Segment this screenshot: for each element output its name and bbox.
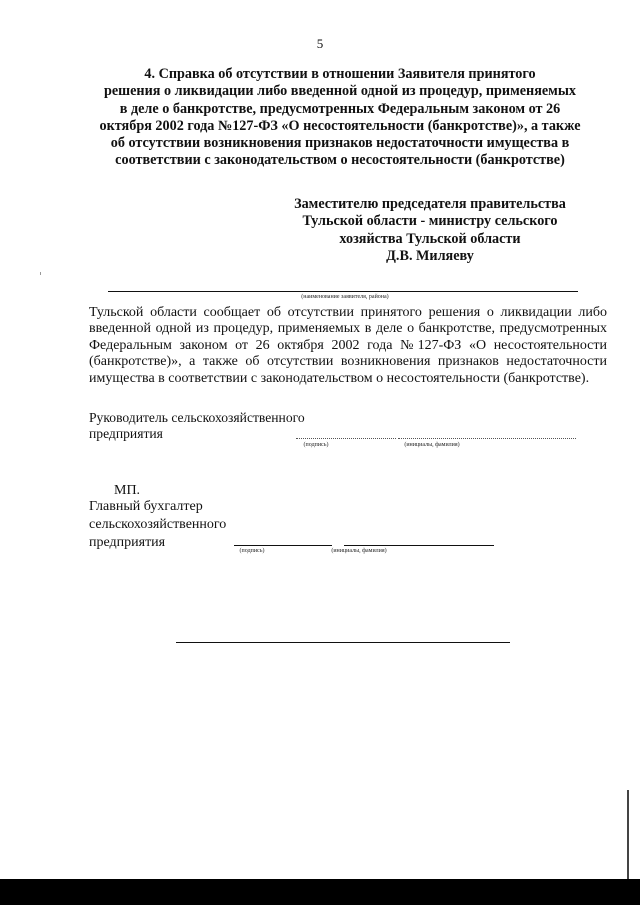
accountant-title-line: сельскохозяйственного bbox=[89, 517, 227, 533]
accountant-title bbox=[89, 498, 226, 553]
accountant-title-line: Главный бухгалтер bbox=[89, 499, 203, 514]
heading-line: об отсутствии возникновения признаков недостаточности имущества в bbox=[110, 135, 570, 152]
head-name-line bbox=[398, 438, 576, 439]
head-signature-line bbox=[296, 438, 396, 439]
applicant-caption: (наименование заявителя, района) bbox=[301, 294, 389, 300]
scan-streak bbox=[627, 790, 629, 879]
body-paragraph: Тульской области сообщает об отсутствии принятого решения о ликвидации либо введенной одной из процедур, применяемых в деле о банкротстве, предусмотренных Федеральным законом от 26 октября 2002 года №127-ФЗ «О несостоятельности (банкротстве)», а также об отсутствии возникновения признаков недостаточности имущества в соответствии с законодательством о несостоятельности (банкротстве). bbox=[89, 305, 607, 386]
accountant-title-line: предприятия bbox=[89, 535, 166, 551]
head-signature-caption: (подпись) bbox=[303, 442, 329, 448]
head-title bbox=[89, 410, 305, 443]
applicant-name-line bbox=[108, 291, 578, 292]
head-title-line: Руководитель сельскохозяйственного bbox=[89, 410, 305, 425]
addressee-line: Д.В. Миляеву bbox=[386, 247, 474, 264]
accountant-signature-line bbox=[234, 545, 332, 546]
heading-line: соответствии с законодательством о несостоятельности (банкротстве) bbox=[115, 152, 565, 169]
heading-line: в деле о банкротстве, предусмотренных Федеральным законом от 26 bbox=[119, 100, 561, 117]
scan-bottom-edge bbox=[0, 879, 640, 905]
accountant-name-line bbox=[344, 545, 494, 546]
head-title-line: предприятия bbox=[89, 426, 163, 442]
heading-line: 4. Справка об отсутствии в отношении Заявителя принятого bbox=[144, 66, 536, 82]
heading-line: октября 2002 года №127-ФЗ «О несостоятельности (банкротстве)», а также bbox=[99, 117, 581, 134]
addressee-line: хозяйства Тульской области bbox=[339, 230, 521, 247]
accountant-signature-caption: (подпись) bbox=[239, 548, 265, 554]
addressee-line: Заместителю председателя правительства bbox=[294, 196, 566, 212]
closing-separator-line bbox=[176, 642, 510, 643]
addressee-block bbox=[270, 196, 590, 265]
heading-line: решения о ликвидации либо введенной одной из процедур, применяемых bbox=[103, 83, 577, 100]
page-number: 5 bbox=[316, 36, 324, 51]
stamp-place-label: МП. bbox=[114, 483, 141, 498]
scan-mark bbox=[40, 272, 41, 275]
accountant-name-caption: (инициалы, фамилия) bbox=[331, 548, 387, 554]
head-name-caption: (инициалы, фамилия) bbox=[404, 442, 460, 448]
addressee-line: Тульской области - министру сельского bbox=[302, 213, 558, 230]
document-heading bbox=[80, 66, 600, 170]
